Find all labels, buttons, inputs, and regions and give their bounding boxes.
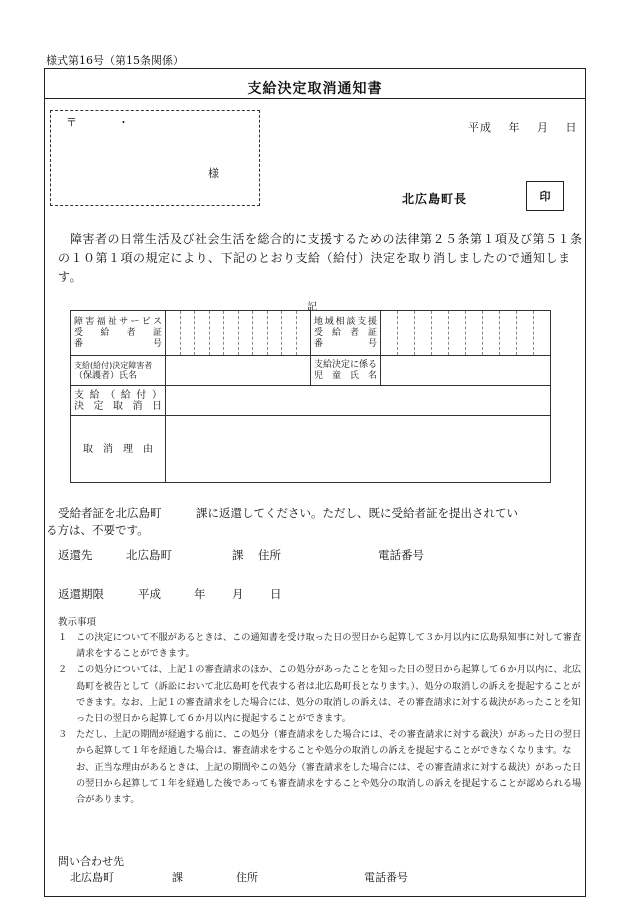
- decided-person-field[interactable]: [166, 356, 311, 386]
- cancel-reason-field[interactable]: [166, 416, 551, 483]
- deadline-day: 日: [270, 587, 282, 601]
- recipient-honorific: 様: [208, 167, 219, 180]
- date-era: 平成: [468, 121, 492, 134]
- return-notice: 受給者証を北広島町 課に返還してください。ただし、既に受給者証を提出されてい: [58, 506, 518, 520]
- table-row: [71, 416, 551, 483]
- deadline-month: 月: [232, 587, 244, 601]
- table-row: [71, 386, 551, 416]
- table-row: [71, 356, 551, 386]
- inquiry-tel: 電話番号: [364, 871, 408, 884]
- table-row: [71, 311, 551, 356]
- instructions-title: 教示事項: [58, 617, 97, 628]
- child-name-field[interactable]: [381, 356, 551, 386]
- return-to-tel: 電話番号: [378, 548, 424, 562]
- label-consult-cert: 地域相談支援 受 給 者 証 番 号: [311, 311, 381, 356]
- title-divider: [44, 98, 586, 99]
- intro-paragraph: 障害者の日常生活及び社会生活を総合的に支援するための法律第２５条第１項及び第５１条の１０第１項の規定により、下記のとおり支給（給付）決定を取り消しましたので通知します。: [58, 232, 583, 284]
- postal-mark: 〒: [66, 116, 77, 129]
- form-number: 様式第16号（第15条関係）: [46, 54, 184, 67]
- inquiry-dept: 課: [172, 871, 183, 884]
- postal-separator: ・: [118, 116, 129, 129]
- inquiry-label: 問い合わせ先: [58, 855, 124, 868]
- return-notice-cont: る方は、不要です。: [46, 523, 149, 537]
- cancel-date-field[interactable]: [166, 386, 551, 416]
- label-cancel-reason: 取 消 理 由: [71, 416, 166, 483]
- list-item: ３ ただし、上記の期間が経過する前に、この処分（審査請求をした場合には、その審査請求に対する裁決）があった日の翌日から起算して１年を経過した場合は、審査請求をすることや処分の取消しの訴えを提起することができなくなります。なお、正当な理由があるときは、上記の期間やこの処分（審査請求をした場合には、その審査請求に対する裁決）があった日の翌日から起算して１年を経過した後であっても審査請求をすることや処分の取消しの訴えを提起することが認められる場合があります。: [58, 729, 582, 806]
- label-decided-person: 支給(給付)決定障害者 （保護者）氏名: [71, 356, 166, 386]
- date-month: 月: [537, 121, 549, 134]
- return-to-label: 返還先: [58, 548, 93, 562]
- label-cancel-date: 支給（給付） 決定取消日: [71, 386, 166, 416]
- deadline-era: 平成: [138, 587, 161, 601]
- return-to-dept: 課: [232, 548, 244, 562]
- instructions-list: [58, 630, 582, 808]
- inquiry-address: 住所: [236, 871, 258, 884]
- recipient-address-box: [50, 110, 260, 206]
- seal-box: 印: [526, 181, 564, 211]
- deadline-year: 年: [194, 587, 206, 601]
- issuer-name: 北広島町長: [402, 192, 468, 206]
- deadline-label: 返還期限: [58, 587, 104, 601]
- date-day: 日: [565, 121, 578, 134]
- issue-date: [468, 119, 578, 135]
- label-service-cert: 障害福祉サービス 受 給 者 証 番 号: [71, 311, 166, 356]
- return-to-address: 住所: [258, 548, 281, 562]
- inquiry-town: 北広島町: [70, 871, 114, 884]
- document-title: 支給決定取消通知書: [247, 81, 383, 97]
- detail-table: [70, 310, 551, 483]
- service-cert-digit-field[interactable]: [166, 311, 311, 356]
- ki-heading: 記: [307, 302, 317, 313]
- list-item: ２ この処分については、上記１の審査請求のほか、この処分があったことを知った日の翌日から起算して６か月以内に、北広島町を被告として（訴訟において北広島町を代表する者は北広島町長となります。）、処分の取消しの訴えを提起することができます。なお、上記１の審査請求をした場合には、処分の取消しの訴えは、その審査請求に対する裁決があったことを知った日の翌日から起算して６か月以内に提起することができます。: [58, 664, 582, 725]
- return-to-town: 北広島町: [126, 548, 172, 562]
- date-year: 年: [508, 121, 521, 134]
- label-child-name: 支給決定に係る 児 童 氏 名: [311, 356, 381, 386]
- consult-cert-digit-field[interactable]: [381, 311, 551, 356]
- list-item: １ この決定について不服があるときは、この通知書を受け取った日の翌日から起算して３か月以内に広島県知事に対して審査請求をすることができます。: [58, 632, 582, 660]
